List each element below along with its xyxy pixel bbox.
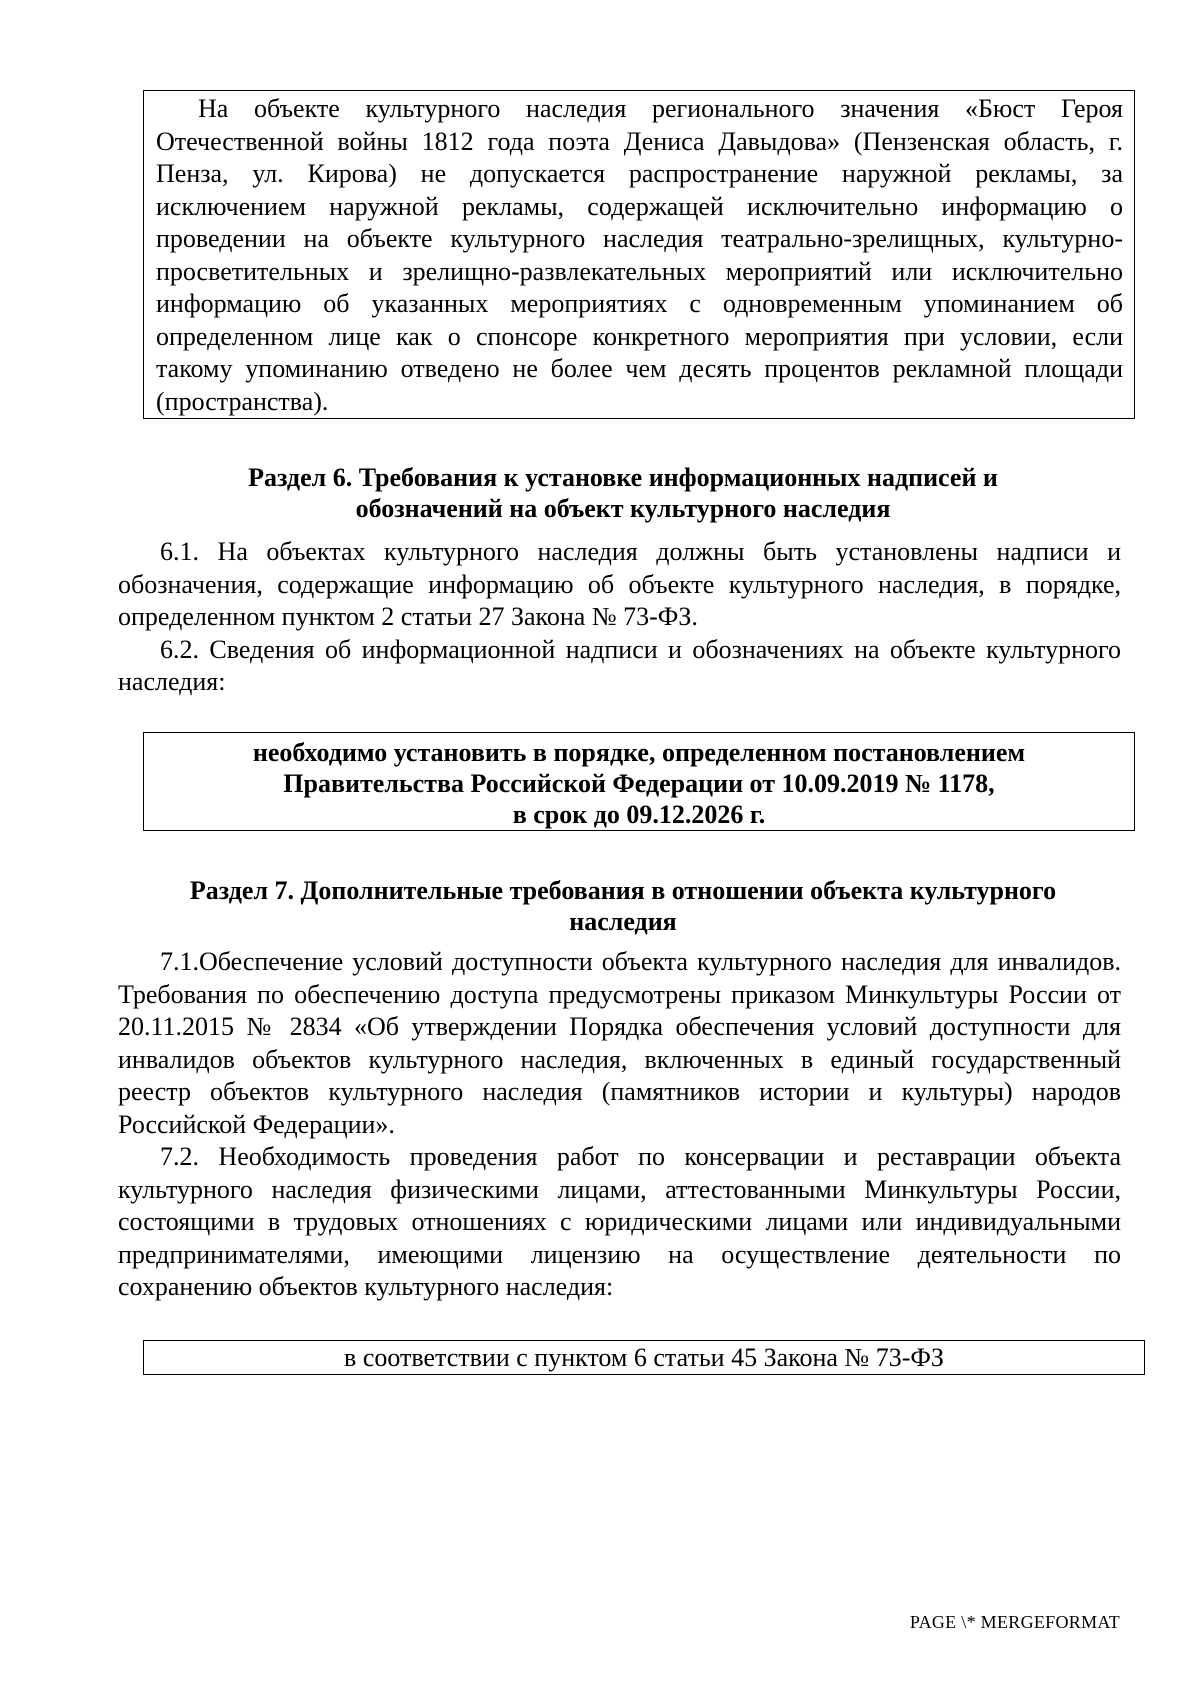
section-6-title: [118, 462, 1128, 524]
section-6-title-line-1: Раздел 6. Требования к установке информационных надписей и: [248, 463, 998, 492]
section-6-body: [118, 536, 1121, 699]
inscription-requirement-line-1: необходимо установить в порядке, определенном постановлением: [252, 738, 1026, 767]
inscription-requirement-box: [143, 732, 1135, 831]
section-7-body: [118, 946, 1121, 1304]
inscription-requirement-line-3: в срок до 09.12.2026 г.: [512, 800, 766, 829]
advertising-restriction-text: На объекте культурного наследия регионального значения «Бюст Героя Отечественной войны 1812 года поэта Дениса Давыдова» (Пензенская область, г. Пенза, ул. Кирова) не допускается распространение наружной рекламы, за исключением наружной рекламы, содержащей исключительно информацию о проведении на объекте культурного наследия театрально-зрелищных, культурно-просветительных и зрелищно-развлекательных мероприятий или исключительно информацию об указанных мероприятиях с одновременным упоминанием об определенном лице как о спонсоре конкретного мероприятия при условии, если такому упоминанию отведено не более чем десять процентов рекламной площади (пространства).: [156, 94, 1123, 416]
restoration-requirement-box: [143, 1340, 1145, 1375]
paragraph-7-2: 7.2. Необходимость проведения работ по консервации и реставрации объекта культурного наследия физическими лицами, аттестованными Минкультуры России, состоящими в трудовых отношениях с юридическими лицами или индивидуальными предпринимателями, имеющими лицензию на осуществление деятельности по сохранению объектов культурного наследия:: [118, 1142, 1121, 1301]
section-7-title-line-2: наследия: [569, 907, 677, 936]
restoration-requirement-text: в соответствии с пунктом 6 статьи 45 Закона № 73-ФЗ: [344, 1343, 944, 1372]
section-6-title-line-2: обозначений на объект культурного наследия: [355, 494, 891, 523]
section-7-title: [118, 875, 1128, 937]
advertising-restriction-box: [143, 90, 1135, 419]
section-7-title-line-1: Раздел 7. Дополнительные требования в отношении объекта культурного: [189, 876, 1057, 905]
page-footer-field-code: PAGE \* MERGEFORMAT: [909, 1612, 1120, 1632]
paragraph-7-1: 7.1.Обеспечение условий доступности объекта культурного наследия для инвалидов. Требования по обеспечению доступа предусмотрены приказом Минкультуры России от 20.11.2015 № 2834 «Об утверждении Порядка обеспечения условий доступности для инвалидов объектов культурного наследия, включенных в единый государственный реестр объектов культурного наследия (памятников истории и культуры) народов Российской Федерации».: [118, 947, 1121, 1139]
paragraph-6-2: 6.2. Сведения об информационной надписи и обозначениях на объекте культурного наследия:: [118, 634, 1121, 696]
inscription-requirement-line-2: Правительства Российской Федерации от 10.09.2019 № 1178,: [283, 769, 995, 798]
paragraph-6-1: 6.1. На объектах культурного наследия должны быть установлены надписи и обозначения, содержащие информацию об объекте культурного наследия, в порядке, определенном пунктом 2 статьи 27 Закона № 73-ФЗ.: [118, 537, 1121, 631]
